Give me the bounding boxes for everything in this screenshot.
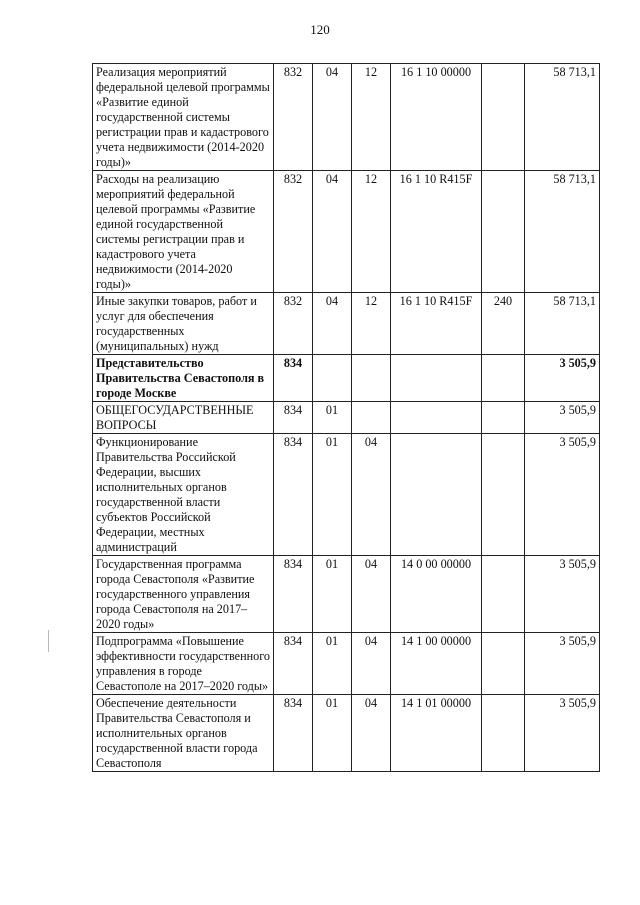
row-vr-cell [482, 633, 525, 695]
row-pr-cell: 12 [352, 293, 391, 355]
row-gr-cell: 832 [274, 64, 313, 171]
row-vr-cell [482, 434, 525, 556]
row-name-cell: Иные закупки товаров, работ и услуг для обеспечения государственных (муниципальных) нужд [93, 293, 274, 355]
row-vr-cell [482, 556, 525, 633]
row-gr-cell: 834 [274, 633, 313, 695]
row-pr-cell: 04 [352, 556, 391, 633]
row-name-cell: Функционирование Правительства Российской Федерации, высших исполнительных органов государственной власти субъектов Российской Федерации, местных администраций [93, 434, 274, 556]
table-row [93, 293, 600, 355]
row-sum-cell: 3 505,9 [525, 695, 600, 772]
row-csr-cell: 16 1 10 00000 [391, 64, 482, 171]
row-gr-cell: 832 [274, 293, 313, 355]
row-name-cell: Подпрограмма «Повышение эффективности государственного управления в городе Севастополе на 2017–2020 годы» [93, 633, 274, 695]
row-pr-cell: 12 [352, 64, 391, 171]
row-rz-cell: 01 [313, 556, 352, 633]
row-vr-cell [482, 402, 525, 434]
row-name-cell: Реализация мероприятий федеральной целевой программы «Развитие единой государственной системы регистрации прав и кадастрового учета недвижимости (2014-2020 годы)» [93, 64, 274, 171]
row-vr-cell: 240 [482, 293, 525, 355]
table-row [93, 633, 600, 695]
row-rz-cell: 04 [313, 293, 352, 355]
row-gr-cell: 834 [274, 434, 313, 556]
row-sum-cell: 58 713,1 [525, 293, 600, 355]
row-csr-cell [391, 402, 482, 434]
row-csr-cell: 16 1 10 R415F [391, 293, 482, 355]
row-sum-cell: 3 505,9 [525, 556, 600, 633]
table-row [93, 355, 600, 402]
row-pr-cell [352, 402, 391, 434]
row-csr-cell: 16 1 10 R415F [391, 171, 482, 293]
row-name-cell: ОБЩЕГОСУДАРСТВЕННЫЕ ВОПРОСЫ [93, 402, 274, 434]
row-csr-cell: 14 0 00 00000 [391, 556, 482, 633]
scan-artifact-mark [48, 630, 49, 652]
table-row [93, 695, 600, 772]
row-csr-cell: 14 1 01 00000 [391, 695, 482, 772]
row-rz-cell: 01 [313, 434, 352, 556]
row-gr-cell: 834 [274, 556, 313, 633]
row-sum-cell: 3 505,9 [525, 402, 600, 434]
row-sum-cell: 3 505,9 [525, 355, 600, 402]
row-gr-cell: 832 [274, 171, 313, 293]
row-sum-cell: 3 505,9 [525, 434, 600, 556]
row-csr-cell [391, 355, 482, 402]
row-gr-cell: 834 [274, 695, 313, 772]
row-pr-cell: 04 [352, 434, 391, 556]
table-row [93, 556, 600, 633]
row-name-cell: Государственная программа города Севастополя «Развитие государственного управления города Севастополя на 2017–2020 годы» [93, 556, 274, 633]
row-sum-cell: 58 713,1 [525, 171, 600, 293]
table-row [93, 171, 600, 293]
row-pr-cell: 04 [352, 633, 391, 695]
budget-table-body [93, 64, 600, 772]
row-name-cell: Обеспечение деятельности Правительства Севастополя и исполнительных органов государственной власти города Севастополя [93, 695, 274, 772]
row-rz-cell: 04 [313, 171, 352, 293]
row-sum-cell: 3 505,9 [525, 633, 600, 695]
row-vr-cell [482, 695, 525, 772]
table-row [93, 434, 600, 556]
row-sum-cell: 58 713,1 [525, 64, 600, 171]
row-pr-cell: 12 [352, 171, 391, 293]
row-pr-cell [352, 355, 391, 402]
row-rz-cell [313, 355, 352, 402]
table-row [93, 64, 600, 171]
row-gr-cell: 834 [274, 402, 313, 434]
row-vr-cell [482, 171, 525, 293]
row-vr-cell [482, 64, 525, 171]
budget-table [92, 63, 600, 772]
row-csr-cell: 14 1 00 00000 [391, 633, 482, 695]
row-vr-cell [482, 355, 525, 402]
row-rz-cell: 01 [313, 402, 352, 434]
row-pr-cell: 04 [352, 695, 391, 772]
row-csr-cell [391, 434, 482, 556]
row-rz-cell: 01 [313, 633, 352, 695]
row-rz-cell: 01 [313, 695, 352, 772]
table-row [93, 402, 600, 434]
row-name-cell: Представительство Правительства Севастополя в городе Москве [93, 355, 274, 402]
row-gr-cell: 834 [274, 355, 313, 402]
row-rz-cell: 04 [313, 64, 352, 171]
row-name-cell: Расходы на реализацию мероприятий федеральной целевой программы «Развитие единой государственной системы регистрации прав и кадастрового учета недвижимости (2014-2020 годы)» [93, 171, 274, 293]
page-number: 120 [310, 22, 330, 37]
